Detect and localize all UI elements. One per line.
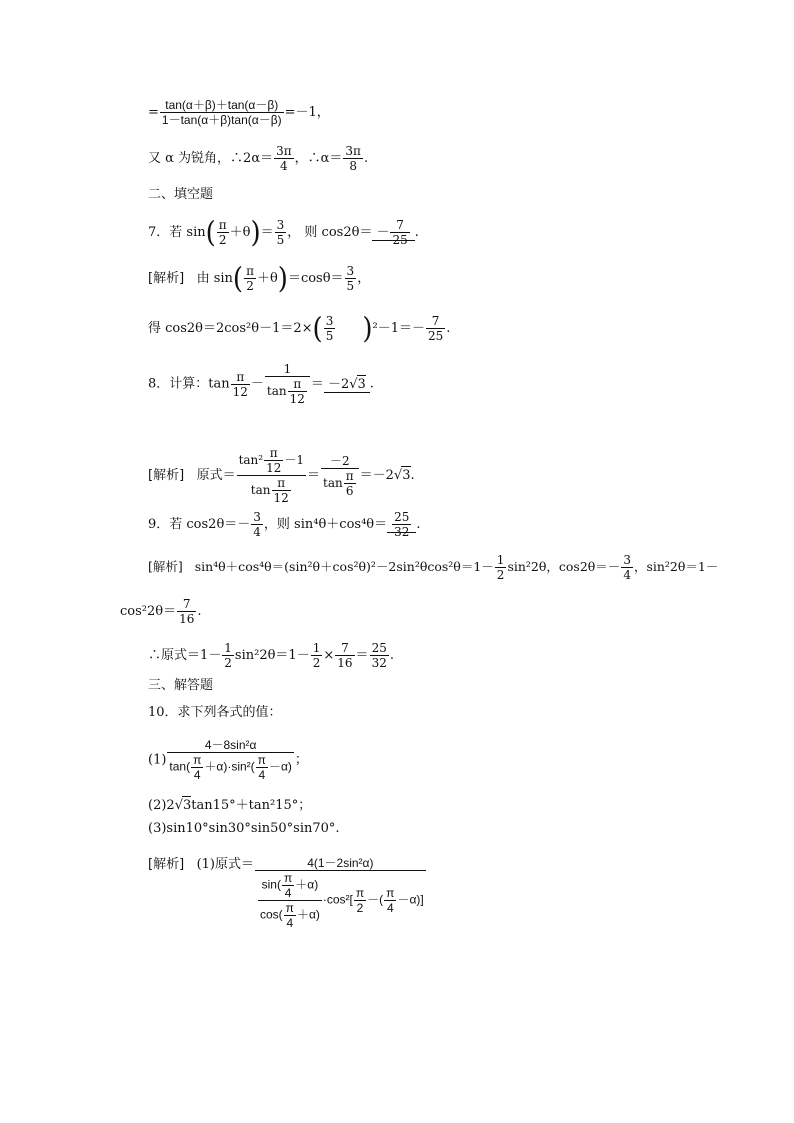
fraction: [265, 362, 310, 406]
fraction: [621, 553, 633, 582]
numerator: π: [386, 886, 395, 900]
text: ，∴α＝: [294, 151, 343, 166]
numerator: π: [231, 370, 250, 385]
solution-7-line-2: [148, 314, 450, 343]
denominator: 2: [218, 233, 227, 247]
text: .: [414, 225, 419, 240]
numerator: π: [193, 753, 202, 767]
numerator: 1: [224, 641, 232, 655]
denominator: 4: [280, 159, 288, 173]
fraction: [321, 454, 359, 498]
numerator: [258, 871, 322, 901]
fraction: [282, 871, 294, 900]
denominator: 2: [356, 901, 364, 915]
text: －: [376, 225, 390, 240]
text: 9．若 cos2θ＝－: [148, 517, 251, 532]
denominator: 4: [193, 768, 201, 782]
text: tan15°＋tan²15°；: [191, 798, 312, 813]
text: －α)]: [397, 892, 424, 907]
solution-9-line-3: [148, 641, 394, 670]
text: .: [369, 376, 374, 392]
denominator: 4: [286, 916, 294, 930]
denominator: 4: [284, 886, 292, 900]
denominator: [255, 871, 426, 930]
fraction: [237, 446, 306, 505]
text: －1: [284, 453, 305, 467]
fraction: [222, 641, 234, 670]
text: －2: [327, 376, 350, 392]
text: ；: [294, 752, 308, 768]
fraction: [343, 144, 363, 173]
denominator: 8: [349, 159, 357, 173]
numerator: －2: [321, 454, 359, 469]
answer-blank: －2√3: [324, 377, 370, 393]
denominator: 16: [179, 612, 195, 626]
text: －α): [268, 759, 292, 774]
fraction: [167, 738, 293, 782]
question-9: [148, 510, 421, 539]
text: ＝: [310, 376, 324, 392]
radicand: 3: [357, 376, 366, 392]
paren-right: ): [250, 216, 261, 249]
text: =－1，: [284, 105, 330, 120]
radicand: 3: [182, 798, 192, 813]
numerator: 1: [312, 641, 321, 655]
fraction: [324, 314, 336, 343]
section-heading-solutions: 三、解答题: [148, 678, 214, 693]
text: tan(: [169, 759, 191, 774]
text: .: [416, 517, 421, 532]
question-7: [148, 218, 419, 247]
denominator: [258, 901, 322, 930]
fraction: [354, 886, 366, 915]
radicand: 3: [402, 468, 411, 483]
text: 得 cos2θ＝2cos²θ－1＝2×: [148, 321, 313, 336]
equation-line-2: [148, 144, 368, 173]
text: ＋θ: [229, 225, 251, 240]
text: .: [410, 468, 415, 483]
paren-left: (: [312, 312, 323, 345]
text: tan: [266, 384, 287, 398]
numerator: 3π: [345, 144, 361, 158]
numerator: 25: [394, 510, 410, 524]
denominator: 5: [325, 329, 334, 343]
numerator: 3: [325, 314, 334, 328]
question-10-part-1: [148, 738, 308, 782]
numerator: 1: [265, 362, 310, 377]
denominator: 4: [253, 525, 261, 539]
denominator: 4: [386, 901, 394, 915]
denominator: 2: [246, 279, 254, 293]
fraction: [177, 597, 196, 626]
numerator: 7: [390, 218, 409, 233]
denominator: 32: [371, 656, 387, 670]
fraction: [345, 264, 357, 293]
text: ，则 sin⁴θ＋cos⁴θ＝: [263, 517, 388, 532]
text: (1)原式＝: [196, 857, 254, 872]
text: (1): [148, 752, 167, 768]
text: ＋α): [295, 877, 319, 892]
numerator: 25: [371, 641, 387, 655]
text: ，sin²2θ＝1－: [633, 559, 719, 574]
text: ＝－2: [359, 468, 394, 483]
denominator: 2: [496, 568, 505, 582]
fraction: [311, 641, 323, 670]
text: 8．计算：tan: [148, 376, 230, 392]
text: ·cos²[: [322, 892, 353, 907]
denominator: 12: [273, 491, 289, 505]
text: sin(: [261, 877, 281, 892]
text: .: [197, 604, 202, 619]
text: tan: [323, 475, 343, 490]
text: 原式＝: [196, 468, 236, 483]
denominator: 32: [394, 525, 410, 539]
fraction: [255, 856, 426, 930]
text: ×: [323, 648, 335, 663]
numerator: 3: [346, 264, 355, 278]
fraction: [288, 377, 307, 406]
denominator: 2: [312, 656, 321, 670]
text: ＝: [260, 225, 274, 240]
text: ＝: [307, 468, 321, 483]
text: tan²: [238, 453, 264, 467]
fraction: [344, 469, 356, 498]
denominator: 1－tan(α＋β)tan(α－β): [161, 113, 282, 127]
text: tan: [250, 483, 271, 497]
numerator: 3: [623, 553, 631, 567]
text: .: [363, 151, 369, 166]
denominator: [167, 753, 293, 782]
numerator: π: [345, 468, 354, 483]
text: ＋α)·sin²(: [204, 759, 255, 774]
denominator: [237, 476, 306, 505]
numerator: 3: [253, 510, 261, 524]
denominator: 12: [266, 461, 282, 475]
denominator: 2: [224, 656, 232, 670]
fraction: [256, 753, 268, 782]
numerator: 4(1－2sin²α): [255, 856, 426, 871]
text: cos²2θ＝: [120, 604, 177, 619]
paren-right: ): [362, 312, 373, 345]
fraction: [335, 641, 354, 670]
denominator: [265, 377, 310, 406]
denominator: [321, 469, 359, 498]
numerator: 3: [276, 218, 285, 232]
text: ∴原式＝1－: [148, 648, 222, 663]
solution-7-line-1: [148, 264, 370, 293]
solution-10: [148, 856, 427, 930]
text: －(: [367, 892, 384, 907]
fraction: [258, 871, 322, 930]
fraction: [274, 144, 294, 173]
denominator: 4: [623, 568, 631, 582]
paren-left: (: [205, 216, 216, 249]
solution-tag: [解析]: [148, 271, 185, 286]
denominator: 6: [345, 483, 354, 498]
solution-9-line-2: [120, 597, 202, 626]
numerator: tan(α＋β)＋tan(α－β): [160, 98, 284, 113]
numerator: [237, 446, 306, 476]
numerator: π: [288, 377, 307, 392]
fraction: [390, 218, 409, 247]
answer-blank: [372, 218, 414, 247]
text: 由 sin: [196, 271, 233, 286]
text: ＋θ: [256, 271, 278, 286]
fraction: [231, 370, 250, 399]
text: 7．若 sin: [148, 225, 206, 240]
fraction: [160, 98, 284, 127]
fraction: [284, 901, 296, 930]
numerator: π: [285, 901, 294, 915]
text: sin²2θ，cos2θ＝－: [507, 559, 621, 574]
question-8: [148, 362, 374, 406]
fraction: [495, 553, 507, 582]
text: =: [148, 105, 159, 120]
numerator: π: [272, 476, 291, 491]
numerator: π: [355, 886, 365, 900]
text: ＋α): [296, 907, 320, 922]
numerator: 4－8sin²α: [167, 738, 293, 753]
denominator: 16: [337, 656, 353, 670]
fraction: [272, 476, 291, 505]
section-heading-fill-in: 二、填空题: [148, 187, 214, 202]
text: .: [389, 648, 394, 663]
solution-tag: [解析]: [148, 468, 185, 483]
text: .: [446, 321, 451, 336]
text: sin²2θ＝1－: [234, 648, 310, 663]
fraction: [217, 218, 229, 247]
fraction: [426, 314, 445, 343]
answer-blank: [387, 510, 416, 539]
fraction: [275, 218, 287, 247]
numerator: 7: [426, 314, 445, 329]
numerator: π: [257, 753, 266, 767]
numerator: 7: [335, 641, 354, 656]
paren-right: ): [277, 262, 288, 295]
question-10: 10．求下列各式的值：: [148, 705, 282, 720]
denominator: 12: [232, 384, 248, 399]
fraction: [370, 641, 389, 670]
text: ，: [357, 271, 371, 286]
equation-line-1: [148, 98, 330, 127]
denominator: 25: [392, 233, 408, 247]
text: －: [250, 376, 264, 392]
question-10-part-2: (2)2√3tan15°＋tan²15°；: [148, 798, 312, 813]
fraction: [392, 510, 411, 539]
denominator: 5: [346, 279, 355, 293]
denominator: 5: [276, 233, 285, 247]
question-10-part-3: (3)sin10°sin30°sin50°sin70°.: [148, 821, 340, 836]
numerator: π: [283, 871, 293, 885]
fraction: [384, 886, 396, 915]
paren-left: (: [232, 262, 244, 295]
denominator: 12: [289, 392, 305, 406]
text: ＝cosθ＝: [287, 271, 344, 286]
denominator: 4: [258, 768, 266, 782]
text: ²－1＝－: [372, 321, 425, 336]
fraction: [264, 446, 283, 475]
text: (2)2: [148, 798, 175, 813]
numerator: π: [246, 264, 254, 278]
text: ＝: [355, 648, 369, 663]
text: ， 则 cos2θ＝: [287, 225, 373, 240]
denominator: 25: [427, 329, 444, 343]
fraction: [191, 753, 203, 782]
numerator: π: [218, 218, 227, 232]
solution-tag: [解析]: [148, 857, 185, 872]
numerator: 3π: [276, 144, 292, 158]
text: cos(: [259, 907, 283, 922]
solution-9-line-1: [148, 553, 718, 582]
solution-8: [解析] 原式＝ tan² $\frac{\pi}{12}$ －1 tan $\frac{\pi}{12}$ ＝ －2 tan $\frac{\pi}{6}$ ＝－2√3.: [148, 446, 415, 505]
fraction: [251, 510, 263, 539]
numerator: 7: [177, 597, 196, 612]
text: 又 α 为锐角，∴2α＝: [148, 151, 274, 166]
text: sin⁴θ＋cos⁴θ＝(sin²θ＋cos²θ)²－2sin²θcos²θ＝1－: [194, 559, 494, 574]
numerator: 1: [496, 553, 505, 567]
numerator: π: [264, 446, 283, 461]
fraction: [244, 264, 256, 293]
solution-tag: [解析]: [148, 559, 183, 574]
